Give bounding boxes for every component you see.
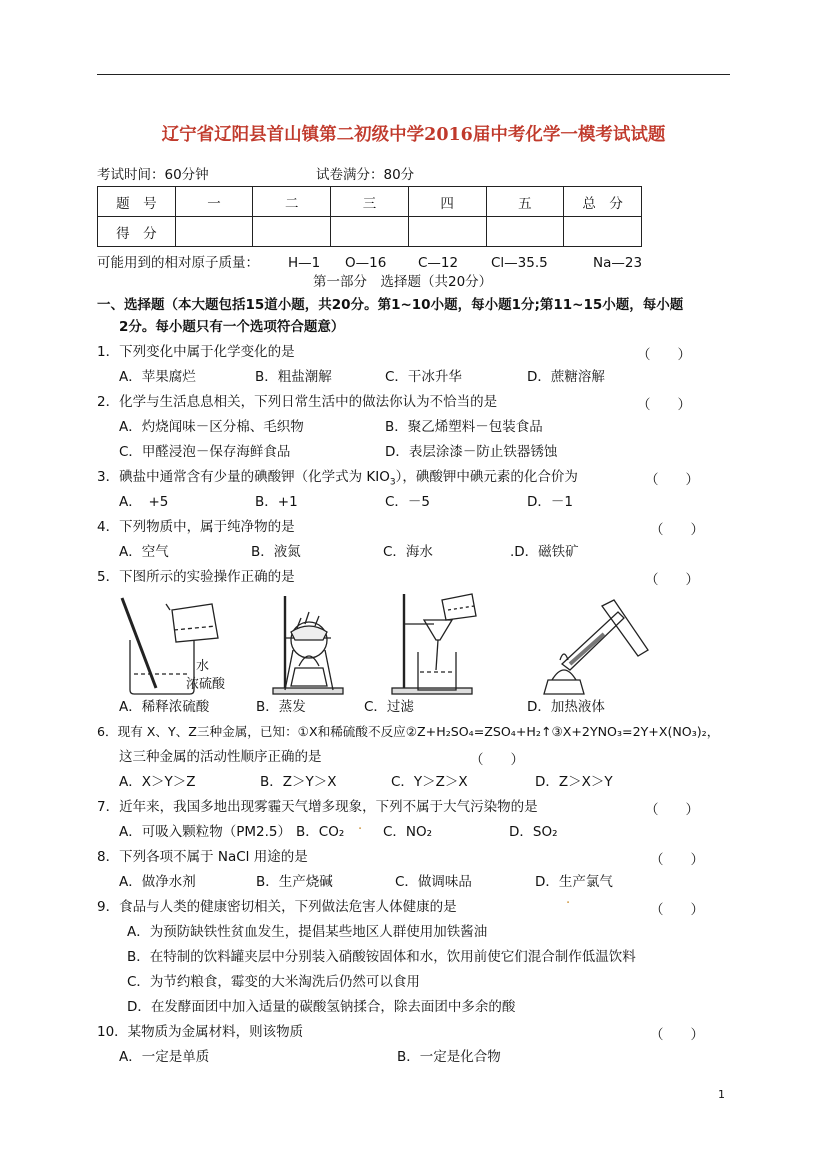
score-cell: [564, 217, 642, 247]
q3-option-a: A． +5: [119, 494, 169, 510]
q5-option-b: B．蒸发: [256, 699, 306, 715]
answer-blank: （ ）: [650, 1027, 704, 1043]
part-heading: 第一部分 选择题（共20分）: [313, 274, 493, 290]
stray-mark: ·: [566, 896, 571, 911]
q1-option-a: A．苹果腐烂: [119, 369, 196, 385]
figure-a-acid-label: 浓硫酸: [186, 677, 226, 692]
stray-mark: ·: [358, 822, 363, 837]
question-10-stem: 10．某物质为金属材料，则该物质: [97, 1024, 304, 1040]
section-instruction-line1: 一、选择题（本大题包括15道小题，共20分。第1~10小题，每小题1分;第11~15小题，每小题: [97, 297, 684, 313]
q5-experiment-figures: [112, 590, 672, 700]
answer-blank: （ ）: [645, 572, 699, 588]
answer-blank: （ ）: [645, 472, 699, 488]
atomic-mass-h: H—1: [288, 255, 321, 271]
q6-option-b: B．Z＞Y＞X: [260, 774, 337, 790]
score-cell: [408, 217, 486, 247]
score-header-cell: 四: [408, 187, 486, 217]
answer-blank: （ ）: [470, 752, 524, 768]
score-header-cell: 题 号: [98, 187, 176, 217]
full-score: 试卷满分：80分: [316, 167, 415, 183]
question-9-stem: 9．食品与人类的健康密切相关，下列做法危害人体健康的是: [97, 899, 457, 915]
question-1-stem: 1．下列变化中属于化学变化的是: [97, 344, 295, 360]
q8-option-b: B．生产烧碱: [256, 874, 333, 890]
q10-option-b: B．一定是化合物: [397, 1049, 501, 1065]
q8-option-d: D．生产氯气: [535, 874, 613, 890]
q6-option-c: C．Y＞Z＞X: [391, 774, 468, 790]
q2-option-a: A．灼烧闻味－区分棉、毛织物: [119, 419, 304, 435]
score-cell: [175, 217, 253, 247]
q2-option-c: C．甲醛浸泡－保存海鲜食品: [119, 444, 291, 460]
answer-blank: （ ）: [645, 802, 699, 818]
answer-blank: （ ）: [650, 902, 704, 918]
q7-option-a: A．可吸入颗粒物（PM2.5）: [119, 824, 291, 840]
figure-a-water-label: 水: [196, 659, 210, 674]
question-7-stem: 7．近年来，我国多地出现雾霾天气增多现象，下列不属于大气污染物的是: [97, 799, 538, 815]
q5-option-a: A．稀释浓硫酸: [119, 699, 210, 715]
q6-option-d: D．Z＞X＞Y: [535, 774, 613, 790]
exam-time: 考试时间：60分钟: [97, 167, 209, 183]
q2-option-b: B．聚乙烯塑料－包装食品: [385, 419, 543, 435]
answer-blank: （ ）: [637, 397, 691, 413]
q5-option-d: D．加热液体: [527, 699, 605, 715]
question-8-stem: 8．下列各项不属于 NaCl 用途的是: [97, 849, 308, 865]
score-header-cell: 三: [331, 187, 409, 217]
figure-c-filtration: [392, 594, 476, 694]
atomic-mass-o: O—16: [345, 255, 387, 271]
q2-option-d: D．表层涂漆－防止铁器锈蚀: [385, 444, 558, 460]
q7-option-b: B．CO₂: [296, 824, 345, 840]
page-number: 1: [718, 1088, 725, 1101]
question-3-stem: 3．碘盐中通常含有少量的碘酸钾（化学式为 $KIO_3$），碘酸钾中碘元素的化合价为: [97, 469, 578, 488]
figure-d-heating: [544, 600, 648, 694]
score-header-cell: 二: [253, 187, 331, 217]
question-2-stem: 2．化学与生活息息相关，下列日常生活中的做法你认为不恰当的是: [97, 394, 498, 410]
header-rule: [97, 74, 730, 75]
q1-option-b: B．粗盐潮解: [255, 369, 332, 385]
q8-option-a: A．做净水剂: [119, 874, 196, 890]
answer-blank: （ ）: [650, 852, 704, 868]
atomic-mass-c: C—12: [418, 255, 459, 271]
q4-option-d: .D．磁铁矿: [510, 544, 579, 560]
question-5-stem: 5．下图所示的实验操作正确的是: [97, 569, 295, 585]
score-row-label: 得 分: [98, 217, 176, 247]
atomic-mass-na: Na—23: [593, 255, 643, 271]
q3-option-c: C．－5: [385, 494, 431, 510]
score-cell: [486, 217, 564, 247]
score-header-cell: 一: [175, 187, 253, 217]
atomic-mass-cl: Cl—35.5: [491, 255, 548, 271]
q6-option-a: A．X＞Y＞Z: [119, 774, 196, 790]
score-table: [97, 186, 642, 247]
q9-option-c: C．为节约粮食，霉变的大米淘洗后仍然可以食用: [127, 974, 420, 990]
q3-option-d: D．－1: [527, 494, 573, 510]
question-6-line1: 6．现有 X、Y、Z三种金属，已知：①X和稀硫酸不反应②Z+H₂SO₄=ZSO₄+H₂↑③X+2YNO₃=2Y+X(NO₃)₂，: [97, 724, 720, 739]
score-header-cell: 五: [486, 187, 564, 217]
answer-blank: （ ）: [650, 522, 704, 538]
q1-option-d: D．蔗糖溶解: [527, 369, 605, 385]
atomic-mass-label: 可能用到的相对原子质量：: [97, 255, 259, 271]
answer-blank: （ ）: [637, 347, 691, 363]
q1-option-c: C．干冰升华: [385, 369, 462, 385]
q10-option-a: A．一定是单质: [119, 1049, 210, 1065]
question-6-line2: 这三种金属的活动性顺序正确的是: [119, 749, 322, 765]
score-header-cell: 总 分: [564, 187, 642, 217]
score-cell: [253, 217, 331, 247]
q9-option-a: A．为预防缺铁性贫血发生，提倡某些地区人群使用加铁酱油: [127, 924, 488, 940]
q4-option-b: B．液氮: [251, 544, 301, 560]
q9-option-d: D．在发酵面团中加入适量的碳酸氢钠揉合，除去面团中多余的酸: [127, 999, 516, 1015]
document-title: 辽宁省辽阳县首山镇第二初级中学2016届中考化学一模考试试题: [161, 125, 666, 145]
question-4-stem: 4．下列物质中，属于纯净物的是: [97, 519, 295, 535]
q7-option-c: C．NO₂: [383, 824, 433, 840]
section-instruction-line2: 2分。每小题只有一个选项符合题意）: [119, 319, 345, 335]
q7-option-d: D．SO₂: [509, 824, 558, 840]
q8-option-c: C．做调味品: [395, 874, 472, 890]
q3-option-b: B．+1: [255, 494, 298, 510]
figure-b-evaporation: [273, 596, 343, 694]
q5-option-c: C．过滤: [364, 699, 414, 715]
q4-option-a: A．空气: [119, 544, 169, 560]
q4-option-c: C．海水: [383, 544, 433, 560]
q9-option-b: B．在特制的饮料罐夹层中分别装入硝酸铵固体和水，饮用前使它们混合制作低温饮料: [127, 949, 636, 965]
score-cell: [331, 217, 409, 247]
